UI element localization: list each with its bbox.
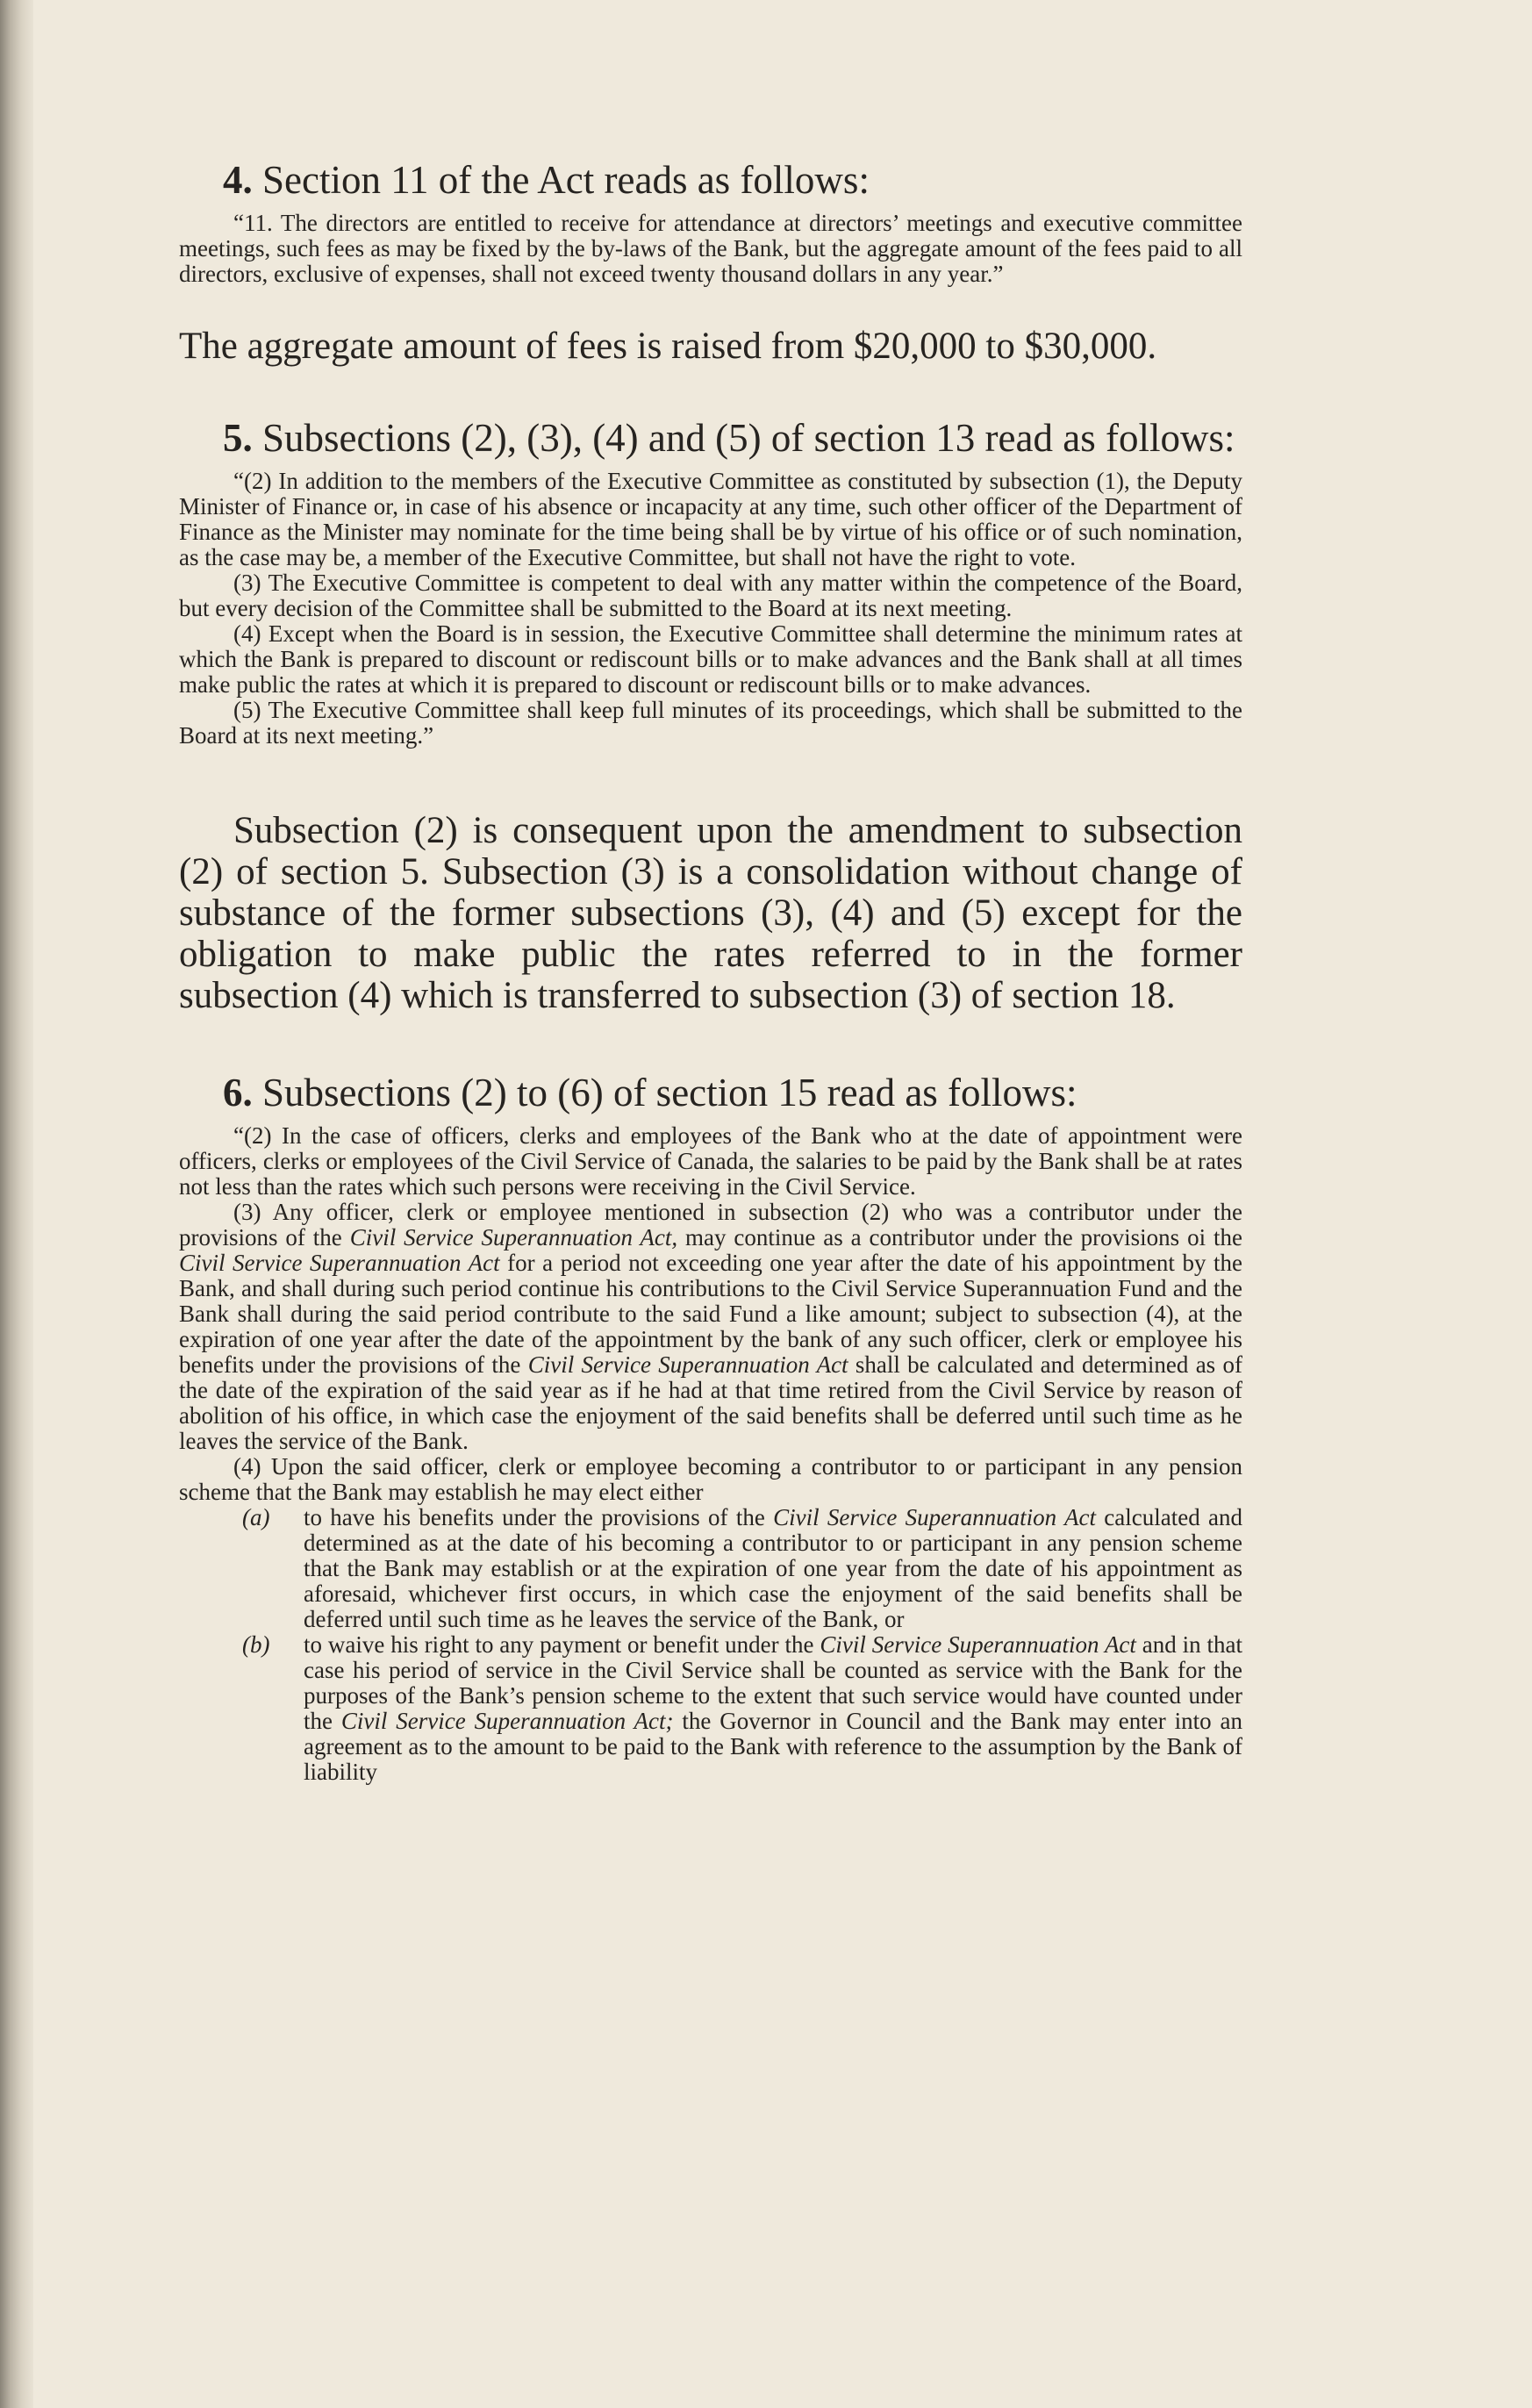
section-4-heading (179, 158, 1242, 202)
subsection-4-item-b (179, 1632, 1242, 1785)
subsection-4-item-a (179, 1505, 1242, 1632)
section-6-heading-text: Subsections (2) to (6) of section 15 read as follows: (262, 1071, 1077, 1114)
page-binding-edge (0, 0, 33, 2408)
item-a-text-pre: to have his benefits under the provisions of the (304, 1504, 774, 1530)
act-title-italic: Civil Service Superannuation Act (179, 1250, 500, 1276)
subsection-3-text-c: for a period not exceeding one year after the date of his appointment by the Bank, and shall during such period continue his contributions to the Civil Service Superannuation Fund and the Bank shall during the said period contribute to the said Fund a like amount; subject to subsection (4), at the expiration of one year after the date of the appointment by the bank of any such officer, clerk or employee his benefits under the provisions of the (179, 1250, 1242, 1378)
act-title-italic: Civil Service Superannuation Act; (340, 1708, 674, 1734)
item-a-text-post: calculated and determined as at the date of his becoming a contributor to or participant in any pension scheme that the Bank may establish or at the expiration of one year from the date of his appointment as aforesaid, whichever first occurs, in which case the enjoyment of the said benefits shall be deferred until such time as he leaves the service of the Bank, or (304, 1504, 1242, 1632)
section-4-number: 4. (223, 158, 253, 202)
section-5-commentary: Subsection (2) is consequent upon the amendment to subsection (2) of section 5. Subsection (3) is a consolidation without change of substance of the former subsections (3), (4) and (5) except for the obligation to make public the rates referred to in the former subsection (4) which is transferred to subsection (3) of section 18. (179, 810, 1242, 1016)
act-title-italic: Civil Service Superannuation Act (773, 1504, 1096, 1530)
section-4-commentary: The aggregate amount of fees is raised from $20,000 to $30,000. (179, 326, 1157, 367)
section-13-subsection-3: (3) The Executive Committee is competent to deal with any matter within the competence of the Board, but every decision of the Committee shall be submitted to the Board at its next meeting. (179, 570, 1242, 621)
section-15-subsection-3 (179, 1200, 1242, 1454)
section-13-subsection-5: (5) The Executive Committee shall keep full minutes of its proceedings, which shall be submitted to the Board at its next meeting.” (179, 697, 1242, 749)
item-b-text-post: the Governor in Council and the Bank may enter into an agreement as to the amount to be paid to the Bank with reference to the assumption by the Bank of liability (304, 1708, 1243, 1785)
document-page (179, 158, 1242, 1785)
section-15-subsection-4: (4) Upon the said officer, clerk or employee becoming a contributor to or participant in any pension scheme that the Bank may establish he may elect either (179, 1453, 1242, 1505)
item-a-label: (a) (242, 1504, 270, 1530)
subsection-3-text-b: may continue as a contributor under the provisions oi the (677, 1224, 1242, 1251)
item-b-text (304, 1632, 1242, 1785)
subsection-3-text-a: (3) Any officer, clerk or employee mentioned in subsection (2) who was a contributor under the provisions of the (179, 1199, 1242, 1251)
section-15-subsection-2: “(2) In the case of officers, clerks and employees of the Bank who at the date of appointment were officers, clerks or employees of the Civil Service of Canada, the salaries to be paid by the Bank shall be at rates not less than the rates which such persons were receiving in the Civil Service. (179, 1122, 1242, 1200)
subsection-3-text-d: shall be calculated and determined as of the date of the expiration of the said year as if he had at that time retired from the Civil Service by reason of abolition of his office, in which case the enjoyment of the said benefits shall be deferred until such time as he leaves the service of the Bank. (179, 1351, 1242, 1454)
section-13-subsection-4: (4) Except when the Board is in session, the Executive Committee shall determine the minimum rates at which the Bank is prepared to discount or rediscount bills or to make advances and the Bank shall at all times make public the rates at which it is prepared to discount or rediscount bills or to make advances. (179, 620, 1242, 698)
item-a-text (304, 1505, 1242, 1632)
section-6-heading (179, 1071, 1242, 1114)
section-13-subsection-2: “(2) In addition to the members of the Executive Committee as constituted by subsection (1), the Deputy Minister of Finance or, in case of his absence or incapacity at any time, such other officer of the Department of Finance as the Minister may nominate for the time being shall be by virtue of his office or of such nomination, as the case may be, a member of the Executive Committee, but shall not have the right to vote. (179, 468, 1242, 570)
section-5-heading-text: Subsections (2), (3), (4) and (5) of section 13 read as follows: (262, 416, 1235, 460)
item-b-text-pre: to waive his right to any payment or benefit under the (304, 1631, 820, 1658)
act-title-italic: Civil Service Superannuation Act (527, 1351, 848, 1378)
act-title-italic: Civil Service Superannuation Act (820, 1631, 1136, 1658)
section-5-heading (179, 416, 1242, 460)
act-title-italic: Civil Service Superannuation Act, (349, 1224, 678, 1251)
section-4-heading-text: Section 11 of the Act reads as follows: (262, 158, 870, 202)
section-11-quote: “11. The directors are entitled to receive for attendance at directors’ meetings and executive committee meetings, such fees as may be fixed by the by-laws of the Bank, but the aggregate amount of the fees paid to all directors, exclusive of expenses, shall not exceed twenty thousand dollars in any year.” (179, 210, 1242, 287)
section-6-number: 6. (223, 1071, 253, 1114)
item-b-text-mid: and in that case his period of service in the Civil Service shall be counted as service with the Bank for the purposes of the Bank’s pension scheme to the extent that such service would have counted under the (304, 1631, 1242, 1734)
item-b-label: (b) (242, 1631, 270, 1658)
section-5-number: 5. (223, 416, 253, 460)
